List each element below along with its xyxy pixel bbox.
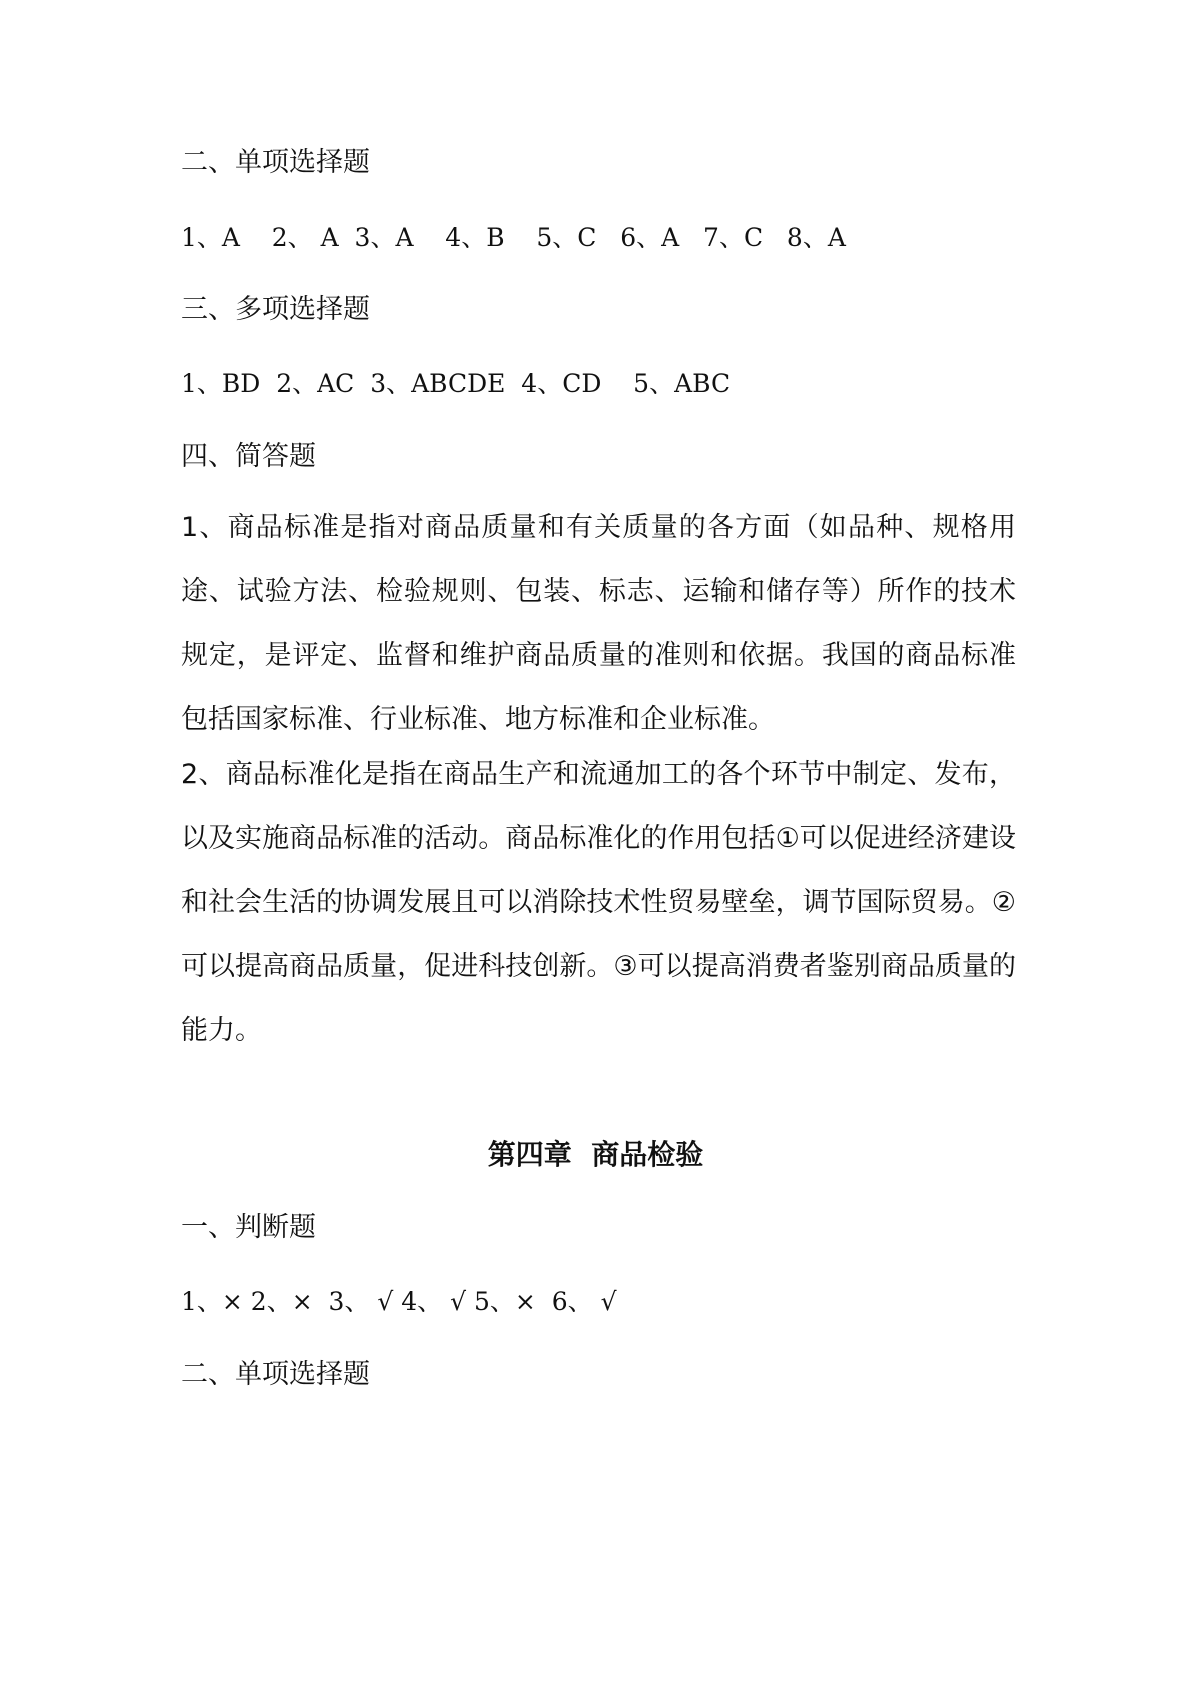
- section-heading-multiple-choice: 三、多项选择题: [181, 294, 370, 325]
- short-answer-2: 2、商品标准化是指在商品生产和流通加工的各个环节中制定、发布，以及实施商品标准的活动。商品标准化的作用包括①可以促进经济建设和社会生活的协调发展且可以消除技术性贸易壁垒，调节国际贸易。②可以提高商品质量，促进科技创新。③可以提高消费者鉴别商品质量的能力。: [181, 759, 1016, 1046]
- section-heading-single-choice-2: 二、单项选择题: [181, 1359, 370, 1390]
- short-answer-1: 1、商品标准是指对商品质量和有关质量的各方面（如品种、规格用途、试验方法、检验规则、包装、标志、运输和储存等）所作的技术规定，是评定、监督和维护商品质量的准则和依据。我国的商品标准包括国家标准、行业标准、地方标准和企业标准。: [181, 512, 1016, 735]
- single-choice-answers: 1、A 2、 A 3、A 4、B 5、C 6、A 7、C 8、A: [181, 223, 846, 252]
- true-false-answers: 1、× 2、× 3、 √ 4、 √ 5、× 6、 √: [181, 1287, 617, 1316]
- section-heading-single-choice: 二、单项选择题: [181, 147, 370, 178]
- section-heading-true-false: 一、判断题: [181, 1212, 316, 1243]
- section-heading-short-answer: 四、简答题: [181, 441, 316, 472]
- multiple-choice-answers: 1、BD 2、AC 3、ABCDE 4、CD 5、ABC: [181, 369, 731, 398]
- chapter-title: 第四章 商品检验: [487, 1138, 704, 1171]
